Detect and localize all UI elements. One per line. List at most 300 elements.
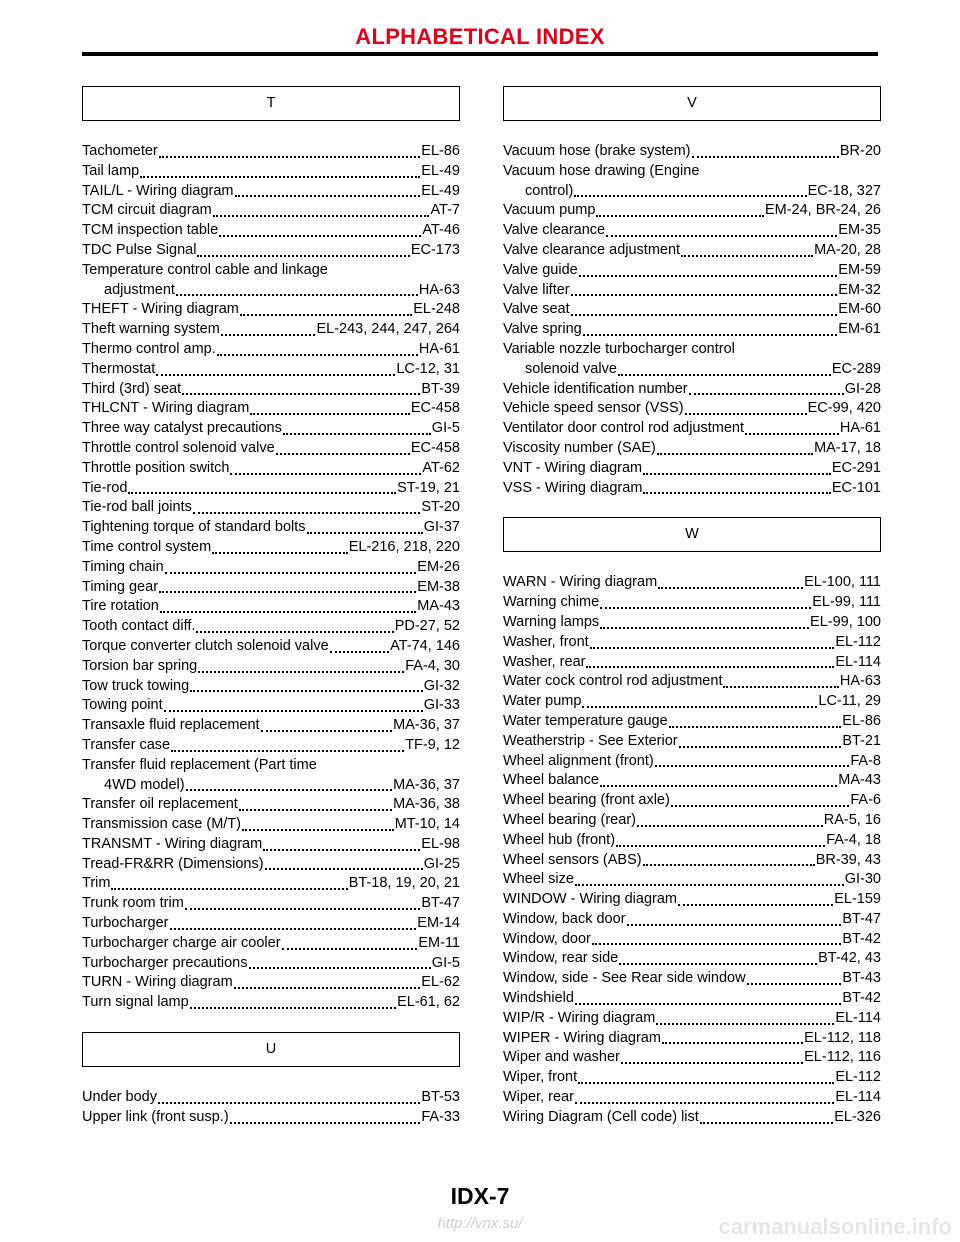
dot-leader: [658, 585, 803, 589]
title-rule: [82, 52, 878, 56]
right-index-column: [503, 86, 881, 1128]
entry-page-reference: ST-20: [421, 499, 460, 516]
entry-page-reference: HA-61: [839, 420, 881, 437]
entry-page-reference: EM-32: [838, 281, 881, 298]
index-entry[interactable]: [503, 949, 881, 969]
index-entry[interactable]: [503, 811, 881, 831]
index-entry[interactable]: [503, 752, 881, 772]
entry-name: Upper link (front susp.): [82, 1108, 229, 1125]
entry-page-reference: EC-458: [410, 439, 460, 456]
dot-leader: [619, 961, 817, 965]
entry-name: Tail lamp: [82, 162, 140, 179]
entry-page-reference: EL-326: [834, 1108, 881, 1125]
dot-leader: [190, 1005, 396, 1009]
section-letter-header: V: [503, 86, 881, 121]
index-entry[interactable]: [503, 300, 881, 320]
entry-name: Towing point: [82, 697, 163, 714]
section-letter-header: W: [503, 517, 881, 552]
entry-name: Wheel alignment (front): [503, 752, 654, 769]
entry-page-reference: BR-39, 43: [815, 851, 881, 868]
dot-leader: [575, 882, 844, 886]
entry-page-reference: EC-101: [831, 479, 881, 496]
index-entry[interactable]: [503, 831, 881, 851]
dot-leader: [643, 862, 815, 866]
dot-leader: [242, 827, 394, 831]
dot-leader: [618, 372, 831, 376]
dot-leader: [656, 1021, 834, 1025]
dot-leader: [164, 708, 423, 712]
index-entry[interactable]: [503, 1048, 881, 1068]
entry-page-reference: PD-27, 52: [394, 618, 460, 635]
entry-name: VNT - Wiring diagram: [503, 459, 643, 476]
index-entry[interactable]: [82, 479, 460, 499]
entry-name: solenoid valve: [525, 360, 617, 377]
dot-leader: [621, 1060, 803, 1064]
entry-page-reference: EL-112: [835, 633, 881, 650]
index-entry[interactable]: [82, 300, 460, 320]
dot-leader: [158, 1100, 420, 1104]
entry-name: TRANSMT - Wiring diagram: [82, 835, 263, 852]
index-entry[interactable]: [503, 851, 881, 871]
entry-page-reference: EC-458: [410, 400, 460, 417]
index-entry[interactable]: [82, 597, 460, 617]
entry-page-reference: GI-30: [844, 871, 881, 888]
watermark: carmanualsonline.info: [718, 1214, 952, 1239]
entry-name: Wheel balance: [503, 772, 599, 789]
index-entry[interactable]: [82, 993, 460, 1013]
entry-page-reference: MA-43: [838, 772, 881, 789]
index-entry[interactable]: [503, 1108, 881, 1128]
dot-leader: [747, 981, 842, 985]
dot-leader: [128, 490, 396, 494]
index-entry[interactable]: [82, 1108, 460, 1128]
dot-leader: [165, 570, 417, 574]
index-entry[interactable]: [503, 989, 881, 1009]
index-entry[interactable]: [82, 736, 460, 756]
entry-page-reference: EC-173: [410, 241, 460, 258]
dot-leader: [250, 411, 410, 415]
entry-page-reference: EC-289: [831, 360, 881, 377]
entry-page-reference: AT-7: [430, 202, 460, 219]
entry-name: Washer, rear: [503, 653, 586, 670]
index-entry[interactable]: [503, 732, 881, 752]
dot-leader: [600, 605, 811, 609]
entry-page-reference: RA-5, 16: [823, 811, 881, 828]
entry-page-reference: BR-20: [839, 143, 881, 159]
entry-page-reference: EC-18, 327: [807, 182, 881, 199]
entry-page-reference: MA-43: [417, 598, 460, 615]
index-entry[interactable]: [82, 855, 460, 875]
index-entry[interactable]: [503, 142, 881, 162]
left-index-column: [82, 86, 460, 1128]
entry-name: Tire rotation: [82, 598, 159, 615]
entry-page-reference: MA-17, 18: [814, 439, 881, 456]
index-entry[interactable]: [503, 692, 881, 712]
index-entry[interactable]: [82, 201, 460, 221]
index-entry[interactable]: [503, 1088, 881, 1108]
index-entry[interactable]: [82, 142, 460, 162]
index-entry[interactable]: [82, 162, 460, 182]
index-entry[interactable]: [82, 716, 460, 736]
index-entry[interactable]: [503, 1068, 881, 1088]
entry-name: Tread-FR&RR (Dimensions): [82, 855, 264, 872]
dot-leader: [600, 783, 837, 787]
entry-page-reference: MT-10, 14: [394, 816, 460, 833]
entry-page-reference: GI-33: [423, 697, 460, 714]
dot-leader: [186, 787, 393, 791]
index-entry[interactable]: [82, 795, 460, 815]
entry-name: Timing gear: [82, 578, 159, 595]
index-entry[interactable]: [503, 672, 881, 692]
dot-leader: [230, 1120, 421, 1124]
index-entry[interactable]: [82, 617, 460, 637]
entry-name: Torque converter clutch solenoid valve: [82, 637, 329, 654]
entry-page-reference: FA-33: [421, 1108, 460, 1125]
dot-leader: [574, 193, 806, 197]
dot-leader: [592, 941, 841, 945]
dot-leader: [678, 902, 833, 906]
entry-name: control): [525, 182, 574, 199]
index-entry[interactable]: [82, 538, 460, 558]
entry-name: Window, rear side: [503, 950, 619, 967]
entry-name: Valve clearance adjustment: [503, 241, 681, 258]
entry-name: Transmission case (M/T): [82, 816, 241, 833]
footer-url-link[interactable]: http://vnx.su/: [437, 1215, 523, 1232]
index-entry[interactable]: [82, 182, 460, 202]
entry-name: Washer, front: [503, 633, 589, 650]
index-entry[interactable]: [82, 380, 460, 400]
index-entry[interactable]: [503, 653, 881, 673]
index-entry[interactable]: [503, 771, 881, 791]
dot-leader: [156, 372, 395, 376]
section-letter-header: U: [82, 1032, 460, 1067]
entry-name: Water cock control rod adjustment: [503, 673, 723, 690]
index-entry[interactable]: [82, 419, 460, 439]
entry-page-reference: FA-8: [850, 752, 881, 769]
entry-page-reference: EL-99, 100: [810, 613, 881, 630]
entry-name: Turbocharger charge air cooler: [82, 934, 281, 951]
entry-page-reference: GI-5: [431, 954, 460, 971]
entry-name: Viscosity number (SAE): [503, 439, 656, 456]
index-entry[interactable]: [503, 419, 881, 439]
entry-name: Turn signal lamp: [82, 994, 189, 1011]
entry-name: Valve clearance: [503, 222, 606, 239]
dot-leader: [234, 985, 421, 989]
entry-name: WINDOW - Wiring diagram: [503, 891, 678, 908]
entry-name: Wiper, rear: [503, 1089, 574, 1106]
entry-page-reference: EL-216, 218, 220: [348, 538, 460, 555]
entry-page-reference: EM-11: [418, 934, 460, 951]
entry-page-reference: MA-36, 38: [393, 796, 460, 813]
entry-name: Theft warning system: [82, 321, 220, 338]
entry-name: Thermostat: [82, 360, 156, 377]
dot-leader: [160, 609, 416, 613]
entry-name-first-line: Transfer fluid replacement (Part time: [82, 756, 317, 773]
entry-name: Trunk room trim: [82, 895, 184, 912]
entry-name: THEFT - Wiring diagram: [82, 301, 239, 318]
index-entry[interactable]: [82, 677, 460, 697]
entry-name: 4WD model): [104, 776, 185, 793]
index-entry[interactable]: [503, 459, 881, 479]
dot-leader: [212, 550, 348, 554]
entry-name: Windshield: [503, 990, 574, 1007]
page-number: IDX-7: [450, 1183, 510, 1209]
dot-leader: [263, 847, 420, 851]
entry-page-reference: EL-112: [835, 1069, 881, 1086]
entry-name: Vehicle speed sensor (VSS): [503, 400, 684, 417]
entry-page-reference: MA-20, 28: [814, 241, 881, 258]
index-entry[interactable]: [503, 281, 881, 301]
index-entry[interactable]: [503, 221, 881, 241]
entry-page-reference: BT-42, 43: [818, 950, 881, 967]
dot-leader: [692, 154, 839, 158]
entry-page-reference: EL-243, 244, 247, 264: [316, 321, 460, 338]
index-entry[interactable]: [503, 1029, 881, 1049]
dot-leader: [578, 1080, 834, 1084]
index-entry[interactable]: [503, 969, 881, 989]
entry-name: adjustment: [104, 281, 175, 298]
entry-name: Wheel bearing (front axle): [503, 792, 670, 809]
index-entry[interactable]: [82, 340, 460, 360]
index-entry[interactable]: [503, 593, 881, 613]
index-entry[interactable]: [82, 914, 460, 934]
dot-leader: [261, 728, 393, 732]
dot-leader: [643, 490, 830, 494]
entry-page-reference: EM-35: [838, 222, 881, 239]
section-spacer: [82, 1013, 460, 1032]
index-entry[interactable]: [503, 633, 881, 653]
index-entry[interactable]: [82, 518, 460, 538]
dot-leader: [643, 471, 831, 475]
index-entry[interactable]: [503, 479, 881, 499]
entry-page-reference: GI-32: [423, 677, 460, 694]
entry-page-reference: BT-47: [842, 910, 881, 927]
index-entry[interactable]: [82, 657, 460, 677]
entry-page-reference: BT-43: [842, 970, 881, 987]
index-entry[interactable]: [82, 320, 460, 340]
entry-name: Transfer oil replacement: [82, 796, 238, 813]
entry-page-reference: BT-21: [842, 732, 881, 749]
page-title: ALPHABETICAL INDEX: [355, 24, 605, 49]
index-entry[interactable]: [503, 613, 881, 633]
index-entry[interactable]: [503, 399, 881, 419]
index-entry[interactable]: [82, 399, 460, 419]
entry-page-reference: BT-18, 19, 20, 21: [348, 875, 460, 892]
index-entry[interactable]: [503, 261, 881, 281]
index-entry[interactable]: [503, 162, 881, 202]
dot-leader: [176, 292, 418, 296]
index-entry[interactable]: [503, 380, 881, 400]
entry-name: Warning lamps: [503, 613, 600, 630]
entry-name: Throttle control solenoid valve: [82, 439, 275, 456]
entry-page-reference: BT-42: [842, 990, 881, 1007]
index-entry[interactable]: [82, 815, 460, 835]
entry-page-reference: EL-114: [835, 1009, 881, 1026]
entry-name-first-line: Temperature control cable and linkage: [82, 261, 328, 278]
index-entry[interactable]: [503, 241, 881, 261]
entry-page-reference: TF-9, 12: [405, 736, 460, 753]
entry-name: Valve guide: [503, 261, 578, 278]
entry-page-reference: BT-47: [421, 895, 460, 912]
entry-page-reference: EL-248: [413, 301, 460, 318]
index-entry[interactable]: [503, 910, 881, 930]
entry-page-reference: AT-74, 146: [390, 637, 460, 654]
index-entry[interactable]: [82, 835, 460, 855]
index-entry[interactable]: [82, 261, 460, 301]
entry-page-reference: ST-19, 21: [397, 479, 460, 496]
dot-leader: [745, 431, 839, 435]
entry-name: Wheel bearing (rear): [503, 811, 636, 828]
entry-page-reference: EC-99, 420: [807, 400, 881, 417]
entry-page-reference: EC-291: [831, 459, 881, 476]
index-entry[interactable]: [503, 1009, 881, 1029]
index-entry[interactable]: [82, 1088, 460, 1108]
entry-page-reference: BT-39: [421, 380, 460, 397]
index-entry[interactable]: [82, 439, 460, 459]
index-entry[interactable]: [82, 558, 460, 578]
entry-page-reference: EM-14: [417, 915, 460, 932]
entry-page-reference: HA-63: [418, 281, 460, 298]
dot-leader: [282, 946, 418, 950]
dot-leader: [171, 748, 404, 752]
dot-leader: [240, 312, 412, 316]
entry-name: THLCNT - Wiring diagram: [82, 400, 250, 417]
dot-leader: [571, 312, 838, 316]
entry-name: Tie-rod: [82, 479, 128, 496]
entry-name: Valve lifter: [503, 281, 570, 298]
dot-leader: [276, 451, 410, 455]
entry-name: Valve spring: [503, 321, 582, 338]
dot-leader: [600, 625, 809, 629]
entry-name: WIPER - Wiring diagram: [503, 1029, 661, 1046]
entry-page-reference: BT-42: [842, 930, 881, 947]
dot-leader: [190, 688, 423, 692]
index-entry[interactable]: [82, 894, 460, 914]
dot-leader: [582, 704, 817, 708]
entry-page-reference: GI-28: [844, 380, 881, 397]
entry-page-reference: MA-36, 37: [393, 717, 460, 734]
entry-name: Vacuum pump: [503, 202, 596, 219]
entry-name: Torsion bar spring: [82, 657, 198, 674]
entry-name: TAIL/L - Wiring diagram: [82, 182, 234, 199]
index-entry[interactable]: [503, 340, 881, 380]
dot-leader: [583, 332, 838, 336]
entry-name: Turbocharger: [82, 915, 169, 932]
entry-name: Tachometer: [82, 143, 158, 159]
index-entry[interactable]: [82, 954, 460, 974]
entry-page-reference: AT-62: [422, 459, 460, 476]
index-entry[interactable]: [82, 934, 460, 954]
index-entry[interactable]: [503, 930, 881, 950]
entry-name: Transaxle fluid replacement: [82, 717, 260, 734]
index-entry[interactable]: [503, 201, 881, 221]
index-entry[interactable]: [503, 439, 881, 459]
entry-page-reference: EL-99, 111: [812, 594, 881, 611]
entry-page-reference: EL-112, 118: [804, 1029, 881, 1046]
index-entry[interactable]: [82, 360, 460, 380]
index-entry[interactable]: [82, 696, 460, 716]
entry-name: Warning chime: [503, 594, 600, 611]
entry-name: Timing chain: [82, 558, 164, 575]
entry-page-reference: BT-53: [421, 1089, 460, 1106]
entry-page-reference: EL-100, 111: [804, 574, 881, 591]
index-entry[interactable]: [82, 498, 460, 518]
dot-leader: [196, 629, 393, 633]
index-entry[interactable]: [503, 320, 881, 340]
entry-name: Tie-rod ball joints: [82, 499, 192, 516]
dot-leader: [571, 292, 838, 296]
entry-name: TDC Pulse Signal: [82, 241, 197, 258]
entry-name: Under body: [82, 1089, 157, 1106]
index-entry[interactable]: [82, 459, 460, 479]
index-entry[interactable]: [503, 573, 881, 593]
dot-leader: [230, 471, 421, 475]
dot-leader: [590, 645, 835, 649]
dot-leader: [219, 233, 421, 237]
index-entry[interactable]: [503, 890, 881, 910]
dot-leader: [140, 174, 420, 178]
index-entry[interactable]: [82, 578, 460, 598]
dot-leader: [627, 922, 842, 926]
index-entry[interactable]: [82, 874, 460, 894]
index-entry[interactable]: [82, 637, 460, 657]
entry-page-reference: EL-98: [421, 835, 460, 852]
dot-leader: [700, 1120, 833, 1124]
dot-leader: [657, 451, 813, 455]
index-entry[interactable]: [82, 241, 460, 261]
entry-page-reference: GI-25: [423, 855, 460, 872]
entry-name: VSS - Wiring diagram: [503, 479, 643, 496]
dot-leader: [579, 273, 838, 277]
dot-leader: [221, 332, 316, 336]
entry-page-reference: EL-86: [842, 712, 881, 729]
dot-leader: [662, 1040, 803, 1044]
dot-leader: [689, 391, 844, 395]
index-entry[interactable]: [82, 756, 460, 796]
entry-page-reference: MA-36, 37: [393, 776, 460, 793]
index-entry[interactable]: [503, 870, 881, 890]
index-entry[interactable]: [82, 973, 460, 993]
dot-leader: [239, 807, 392, 811]
entry-page-reference: GI-37: [423, 519, 460, 536]
entry-page-reference: EL-114: [835, 653, 881, 670]
entry-name: Valve seat: [503, 301, 570, 318]
dot-leader: [182, 391, 420, 395]
entry-name: Window, door: [503, 930, 591, 947]
index-entry[interactable]: [503, 791, 881, 811]
dot-leader: [681, 253, 813, 257]
entry-page-reference: LC-11, 29: [818, 693, 881, 710]
dot-leader: [170, 926, 417, 930]
dot-leader: [111, 886, 347, 890]
entry-name: Third (3rd) seat: [82, 380, 182, 397]
entry-name: Ventilator door control rod adjustment: [503, 420, 744, 437]
entry-page-reference: EM-59: [838, 261, 881, 278]
dot-leader: [235, 193, 421, 197]
dot-leader: [723, 684, 838, 688]
index-entry[interactable]: [503, 712, 881, 732]
entry-name: Weatherstrip - See Exterior: [503, 732, 678, 749]
dot-leader: [586, 664, 834, 668]
dot-leader: [198, 669, 404, 673]
entry-page-reference: AT-46: [422, 222, 460, 239]
entry-page-reference: EM-38: [417, 578, 460, 595]
index-entry[interactable]: [82, 221, 460, 241]
entry-name: Tooth contact diff.: [82, 618, 196, 635]
dot-leader: [185, 906, 421, 910]
entry-page-reference: EL-62: [421, 974, 460, 991]
entry-name: Wiper and washer: [503, 1049, 620, 1066]
